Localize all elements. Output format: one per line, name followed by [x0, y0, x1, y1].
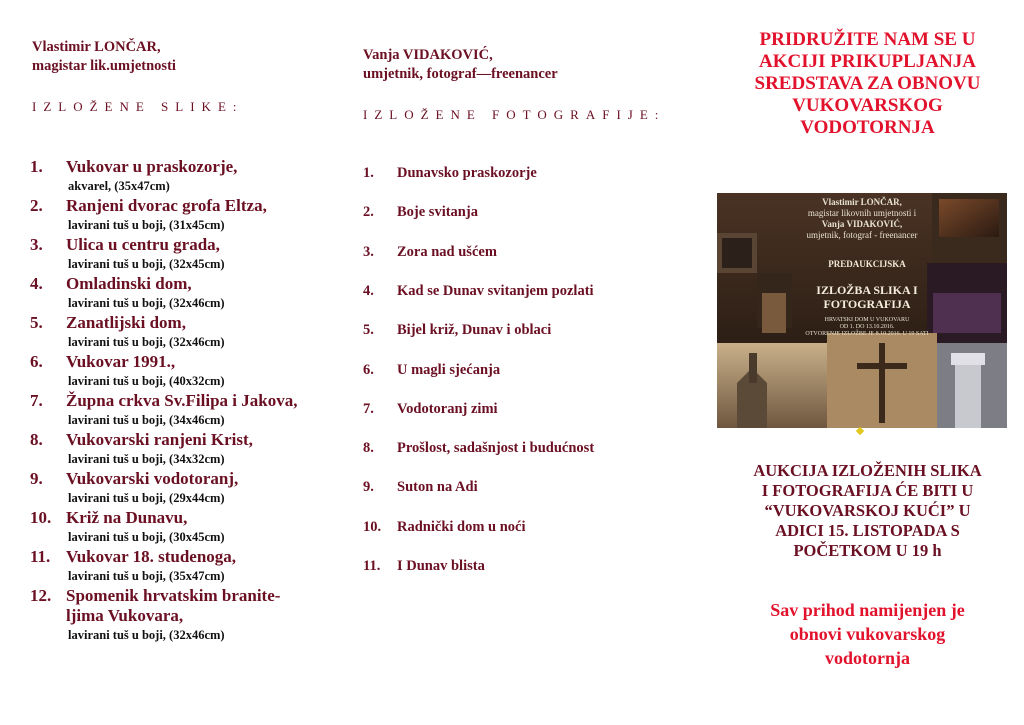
photo-title: Boje svitanja: [397, 204, 478, 221]
photo-item: [363, 203, 478, 221]
painting-technique: lavirani tuš u boji, (31x45cm): [68, 218, 225, 232]
painting-technique: lavirani tuš u boji, (34x32cm): [68, 452, 225, 466]
poster-artist1: Vlastimir LONČAR,: [822, 197, 902, 207]
painting-title: [30, 274, 350, 294]
campaign-heading: [720, 29, 1015, 139]
painting-title-text: Vukovar u praskozorje,: [66, 157, 238, 176]
poster-artist2-title: umjetnik, fotograf - freenancer: [806, 230, 918, 240]
painting-number: 2.: [30, 196, 43, 215]
painting-title: [30, 157, 350, 177]
painting-title-text: Križ na Dunavu,: [66, 508, 188, 527]
photo-title: Radnički dom u noći: [397, 518, 526, 535]
poster-opening: OTVORENJE IZLOŽBE JE 8.10.2016. U 19 SATI: [805, 331, 929, 337]
photo-number: 9.: [363, 479, 374, 496]
painting-title-text: Ulica u centru grada,: [66, 235, 220, 254]
photos-heading: IZLOŽENE FOTOGRAFIJE:: [363, 107, 666, 122]
painting-title-text: Ranjeni dvorac grofa Eltza,: [66, 196, 267, 215]
photo-number: 3.: [363, 243, 374, 260]
painting-technique: lavirani tuš u boji, (34x46cm): [68, 413, 225, 427]
proceeds-notice: [720, 598, 1015, 670]
poster-details: [792, 317, 942, 338]
photo-item: [363, 518, 526, 536]
photographer-name: Vanja VIDAKOVIĆ,: [363, 47, 493, 63]
proceeds-line: Sav prihod namijenjen je: [770, 600, 965, 620]
painting-technique: lavirani tuš u boji, (32x46cm): [68, 628, 225, 642]
painting-title-text: Vukovar 1991.,: [66, 352, 176, 371]
poster-exhibit-line: IZLOŽBA SLIKA I: [816, 283, 918, 297]
painting-number: 9.: [30, 469, 43, 488]
painting-item: [30, 547, 350, 586]
photo-number: 5.: [363, 322, 374, 339]
photo-title: U magli sjećanja: [397, 361, 501, 378]
auction-line: AUKCIJA IZLOŽENIH SLIKA: [753, 461, 982, 480]
church-photo: [717, 343, 827, 428]
painting-item: [30, 196, 350, 235]
campaign-heading-line: PRIDRUŽITE NAM SE U: [759, 29, 976, 50]
photo-title: Kad se Dunav svitanjem pozlati: [397, 282, 594, 299]
painter-title: magistar lik.umjetnosti: [32, 58, 176, 74]
photo-item: [363, 361, 500, 379]
poster-artist2: Vanja VIDAKOVIĆ,: [821, 219, 903, 229]
paintings-heading: IZLOŽENE SLIKE:: [32, 99, 244, 114]
photo-title: Suton na Adi: [397, 479, 478, 496]
painting-title-text: Omladinski dom,: [66, 274, 192, 293]
painting-number: 6.: [30, 352, 43, 371]
painting-title: [30, 391, 350, 411]
painting-title-text: Vukovar 18. studenoga,: [66, 547, 237, 566]
painting-number: 1.: [30, 157, 43, 176]
photo-title: Prošlost, sadašnjost i budućnost: [397, 440, 595, 457]
exhibition-poster: [717, 193, 1007, 428]
photo-item: [363, 439, 594, 457]
poster-venue: HRVATSKI DOM U VUKOVARU: [824, 317, 910, 323]
photo-title: Bijel križ, Dunav i oblaci: [397, 322, 552, 339]
painting-item: [30, 391, 350, 430]
poster-exhibit-line: FOTOGRAFIJA: [823, 297, 911, 311]
photo-item: [363, 164, 537, 182]
auction-line: POČETKOM U 19 h: [793, 541, 942, 560]
painting-item: [30, 157, 350, 196]
painting-item: [30, 469, 350, 508]
painter-name: Vlastimir LONČAR,: [32, 39, 161, 55]
painting-technique: lavirani tuš u boji, (40x32cm): [68, 374, 225, 388]
painting-title: [30, 352, 350, 372]
painter-credit: [32, 38, 176, 76]
painting-technique: akvarel, (35x47cm): [68, 179, 170, 193]
photo-title: I Dunav blista: [397, 558, 485, 574]
painting-title-text: Spomenik hrvatskim branite-: [66, 586, 281, 605]
painting-number: 5.: [30, 313, 43, 332]
painting-technique: lavirani tuš u boji, (30x45cm): [68, 530, 225, 544]
painting-title: [30, 235, 350, 255]
campaign-heading-line: SREDSTAVA ZA OBNOVU: [754, 73, 981, 94]
painting-technique: lavirani tuš u boji, (32x46cm): [68, 296, 225, 310]
poster-marker: [856, 427, 864, 435]
photo-item: [363, 282, 594, 300]
painting-technique: lavirani tuš u boji, (35x47cm): [68, 569, 225, 583]
painting-number: 7.: [30, 391, 43, 410]
painting-item: [30, 313, 350, 352]
painting-title-text: Župna crkva Sv.Filipa i Jakova,: [66, 391, 298, 410]
auction-line: I FOTOGRAFIJA ĆE BITI U: [761, 481, 974, 500]
photo-title: Vodotoranj zimi: [397, 400, 498, 417]
photo-number: 4.: [363, 282, 374, 299]
photo-number: 8.: [363, 440, 374, 457]
painting-technique: lavirani tuš u boji, (32x46cm): [68, 335, 225, 349]
photo-number: 1.: [363, 165, 374, 181]
campaign-heading-line: VODOTORNJA: [800, 117, 935, 138]
photo-number: 11.: [363, 558, 381, 574]
photographer-credit: [363, 46, 558, 84]
photographer-title: umjetnik, fotograf—freenancer: [363, 66, 558, 82]
painting-title: [30, 547, 350, 567]
painting-title-text: Vukovarski ranjeni Krist,: [66, 430, 253, 449]
painting-title-text: Vukovarski vodotoranj,: [66, 469, 239, 488]
painting-item: [30, 508, 350, 547]
poster-dates: OD 1. DO 13.10.2016.: [839, 324, 895, 330]
painting-number: 11.: [30, 547, 51, 566]
campaign-heading-line: VUKOVARSKOG: [792, 95, 943, 116]
photo-number: 2.: [363, 204, 374, 221]
painting-item: [30, 235, 350, 274]
painting-technique: lavirani tuš u boji, (29x44cm): [68, 491, 225, 505]
painting-item: [30, 430, 350, 469]
painting-title: [30, 313, 350, 333]
campaign-heading-line: AKCIJI PRIKUPLJANJA: [759, 51, 976, 72]
photo-number: 6.: [363, 361, 374, 378]
painting-technique: lavirani tuš u boji, (32x45cm): [68, 257, 225, 271]
auction-notice: [720, 461, 1015, 561]
painting-item: [30, 586, 350, 645]
painting-title-text: Zanatlijski dom,: [66, 313, 186, 332]
painting-item: [30, 274, 350, 313]
proceeds-line: vodotornja: [825, 648, 910, 668]
poster-artist1-title: magistar likovnih umjetnosti i: [807, 208, 917, 218]
poster-exhibit-title: [792, 283, 942, 311]
photo-item: [363, 321, 551, 339]
photo-number: 7.: [363, 400, 374, 417]
painting-number: 8.: [30, 430, 43, 449]
photo-title: Zora nad ušćem: [397, 243, 497, 260]
photo-item: [363, 478, 478, 496]
painting-title: [30, 508, 350, 528]
painting-title-continued: ljima Vukovara,: [66, 606, 184, 625]
painting-number: 3.: [30, 235, 43, 254]
photo-number: 10.: [363, 518, 382, 535]
photo-item: [363, 557, 485, 575]
photo-title: Dunavsko praskozorje: [397, 165, 537, 181]
painting-title: [30, 586, 350, 606]
poster-credits: [797, 197, 927, 241]
painting-number: 4.: [30, 274, 43, 293]
painting-number: 10.: [30, 508, 52, 527]
painting-title: [30, 196, 350, 216]
poster-pre: PREDAUKCIJSKA: [828, 259, 906, 269]
auction-line: “VUKOVARSKOJ KUĆI” U: [764, 501, 971, 520]
photo-item: [363, 400, 498, 418]
proceeds-line: obnovi vukovarskog: [789, 624, 946, 644]
painting-number: 12.: [30, 586, 52, 605]
painting-title: [30, 430, 350, 450]
painting-item: [30, 352, 350, 391]
auction-line: ADICI 15. LISTOPADA S: [775, 521, 960, 540]
photo-item: [363, 243, 497, 261]
painting-title: [30, 469, 350, 489]
